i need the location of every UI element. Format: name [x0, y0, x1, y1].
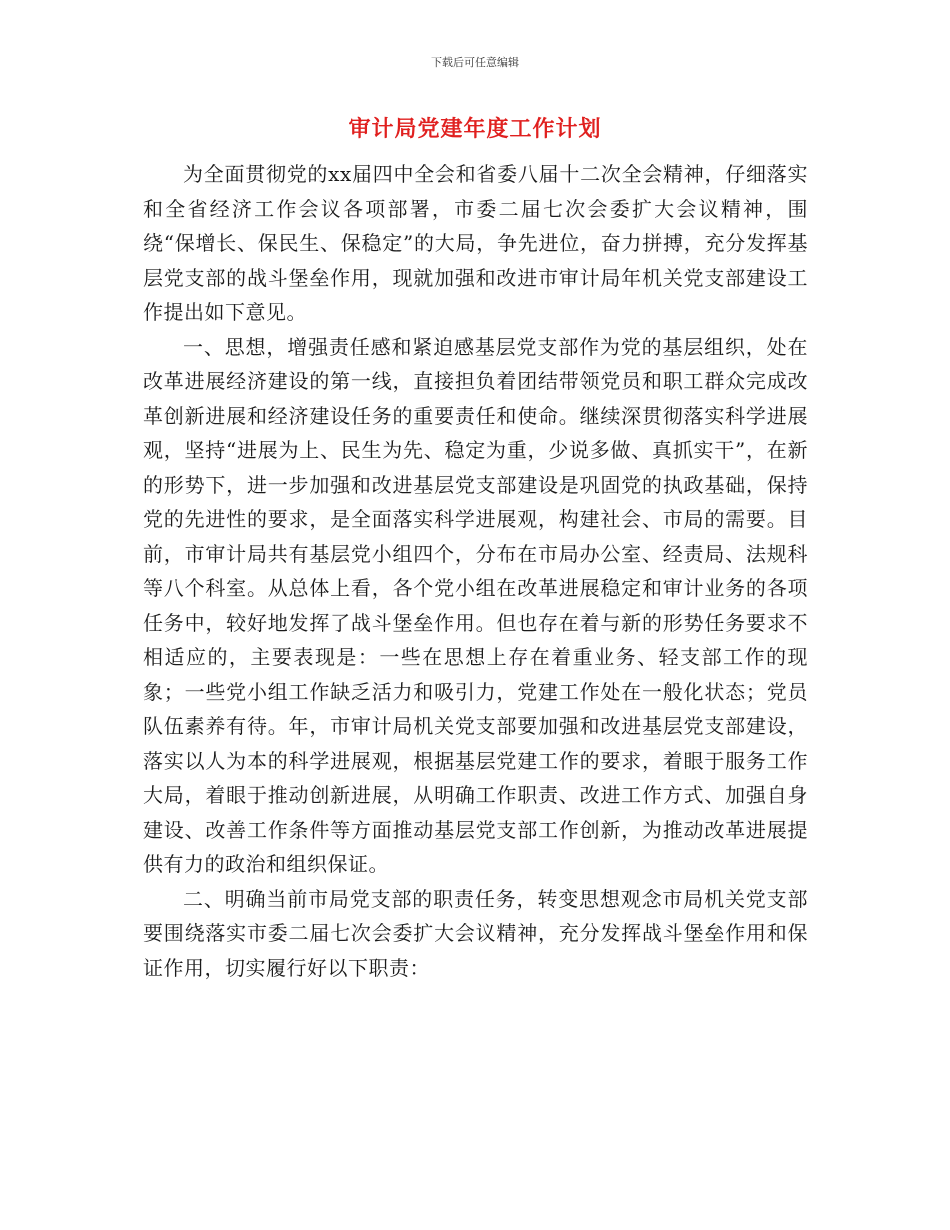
document-body: [143, 157, 808, 985]
paragraph-intro: 为全面贯彻党的xx届四中全会和省委八届十二次全会精神，仔细落实和全省经济工作会议各项部署，市委二届七次会委扩大会议精神，围绕“保增长、保民生、保稳定”的大局，争先进位，奋力拼搏，充分发挥基层党支部的战斗堡垒作用，现就加强和改进市审计局年机关党支部建设工作提出如下意见。: [143, 162, 808, 324]
header-note: 下载后可任意编辑: [431, 56, 519, 69]
paragraph-section-1: 一、思想，增强责任感和紧迫感基层党支部作为党的基层组织，处在改革进展经济建设的第一线，直接担负着团结带领党员和职工群众完成改革创新进展和经济建设任务的重要责任和使命。继续深贯彻落实科学进展观，坚持“进展为上、民生为先、稳定为重，少说多做、真抓实干”，在新的形势下，进一步加强和改进基层党支部建设是巩固党的执政基础，保持党的先进性的要求，是全面落实科学进展观，构建社会、市局的需要。目前，市审计局共有基层党小组四个，分布在市局办公室、经责局、法规科等八个科室。从总体上看，各个党小组在改革进展稳定和审计业务的各项任务中，较好地发挥了战斗堡垒作用。但也存在着与新的形势任务要求不相适应的，主要表现是：一些在思想上存在着重业务、轻支部工作的现象；一些党小组工作缺乏活力和吸引力，党建工作处在一般化状态；党员队伍素养有待。年，市审计局机关党支部要加强和改进基层党支部建设，落实以人为本的科学进展观，根据基层党建工作的要求，着眼于服务工作大局，着眼于推动创新进展，从明确工作职责、改进工作方式、加强自身建设、改善工作条件等方面推动基层党支部工作创新，为推动改革进展提供有力的政治和组织保证。: [143, 334, 808, 876]
paragraph-section-2: 二、明确当前市局党支部的职责任务，转变思想观念市局机关党支部要围绕落实市委二届七次会委扩大会议精神，充分发挥战斗堡垒作用和保证作用，切实履行好以下职责：: [143, 886, 808, 980]
document-title: 审计局党建年度工作计划: [348, 117, 602, 142]
